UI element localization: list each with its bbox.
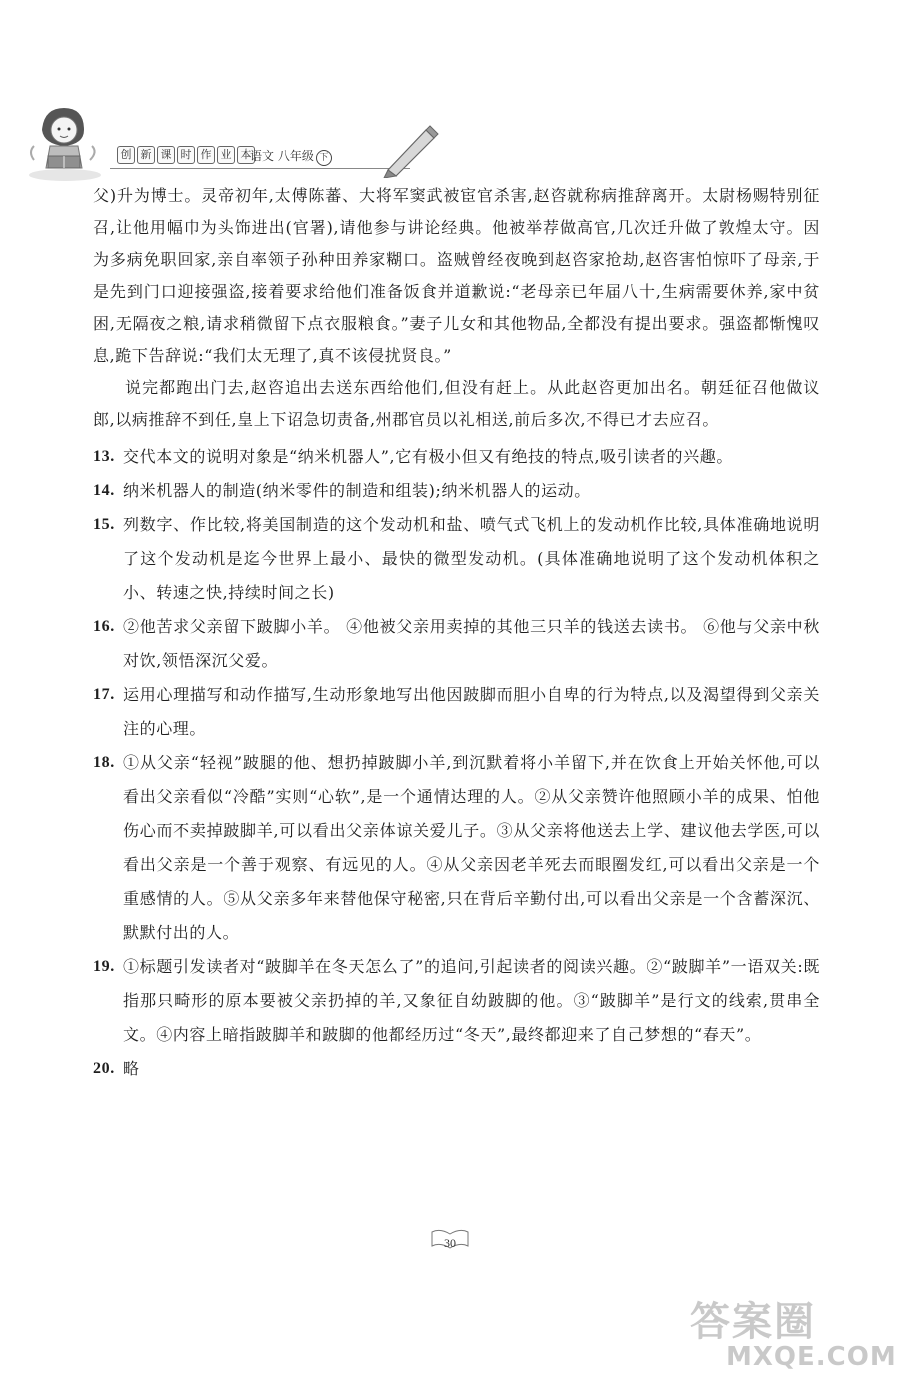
subject-label: 语文 八年级 [250,149,314,163]
answer-text: 交代本文的说明对象是“纳米机器人”,它有极小但又有绝技的特点,吸引读者的兴趣。 [123,447,733,466]
answer-item [93,474,820,508]
brand-char: 新 [137,146,155,164]
site-watermark [680,1290,897,1380]
answer-text: ①从父亲“轻视”跛腿的他、想扔掉跛脚小羊,到沉默着将小羊留下,并在饮食上开始关怀他,可以看出父亲看似“冷酷”实则“心软”,是一个通情达理的人。②从父亲赞许他照顾小羊的成果、怕他伤心而不卖掉跛脚羊,可以看出父亲体谅关爱儿子。③从父亲将他送去上学、建议他去学医,可以看出父亲是一个善于观察、有远见的人。④从父亲因老羊死去而眼圈发红,可以看出父亲是一个重感情的人。⑤从父亲多年来替他保守秘密,只在背后辛勤付出,可以看出父亲是一个含蓄深沉、默默付出的人。 [123,753,820,942]
answer-item [93,610,820,678]
watermark-url: MXQE.COM [726,1342,897,1372]
brand-char: 课 [157,146,175,164]
brand-char: 业 [217,146,235,164]
header-rule [110,168,410,169]
pencil-icon [380,118,440,178]
page-number-text: 30 [444,1236,456,1250]
answer-number: 20. [93,1060,115,1077]
term-badge: 下 [316,150,332,166]
passage-paragraph: 说完都跑出门去,赵咨追出去送东西给他们,但没有赶上。从此赵咨更加出名。朝廷征召他做议郎,以病推辞不到任,皇上下诏急切责备,州郡官员以礼相送,前后多次,不得已才去应召。 [93,378,820,429]
answer-item [93,746,820,950]
brand-char: 作 [197,146,215,164]
answer-number: 13. [93,448,115,465]
answer-item [93,950,820,1052]
answer-number: 19. [93,958,115,975]
answer-number: 18. [93,754,115,771]
answer-content [93,180,820,1086]
brand-char: 创 [117,146,135,164]
passage-paragraph: 父)升为博士。灵帝初年,太傅陈蕃、大将军窦武被宦官杀害,赵咨就称病推辞离开。太尉杨赐特别征召,让他用幅巾为头饰进出(官署),请他参与讲论经典。他被举荐做高官,几次迁升做了敦煌太守。因为多病免职回家,亲自率领子孙种田养家糊口。盗贼曾经夜晚到赵咨家抢劫,赵咨害怕惊吓了母亲,于是先到门口迎接强盗,接着要求给他们准备饭食并道歉说:“老母亲已年届八十,生病需要休养,家中贫困,无隔夜之粮,请求稍微留下点衣服粮食。”妻子儿女和其他物品,全都没有提出要求。强盗都惭愧叹息,跪下告辞说:“我们太无理了,真不该侵扰贤良。” [93,186,820,365]
answer-text: 列数字、作比较,将美国制造的这个发动机和盐、喷气式飞机上的发动机作比较,具体准确地说明了这个发动机是迄今世界上最小、最快的微型发动机。(具体准确地说明了这个发动机体积之小、转速之快,持续时间之长) [123,515,820,602]
answer-item [93,678,820,746]
book-series-title [117,146,255,164]
answer-item [93,508,820,610]
watermark-text: 答案圈 [690,1299,816,1345]
answer-number: 16. [93,618,115,635]
answer-number: 17. [93,686,115,703]
brand-char: 时 [177,146,195,164]
answer-item [93,1052,820,1086]
girl-reading-illustration [20,100,110,185]
page-header [20,100,440,190]
page-number [0,1232,900,1251]
brand-char: 本 [237,146,255,164]
answer-number: 14. [93,482,115,499]
answer-text: 纳米机器人的制造(纳米零件的制造和组装);纳米机器人的运动。 [123,481,591,500]
answer-text: 运用心理描写和动作描写,生动形象地写出他因跛脚而胆小自卑的行为特点,以及渴望得到父亲关注的心理。 [123,685,820,738]
answer-text: 略 [123,1059,140,1078]
answer-text: ②他苦求父亲留下跛脚小羊。 ④他被父亲用卖掉的其他三只羊的钱送去读书。 ⑥他与父亲中秋对饮,领悟深沉父爱。 [123,617,820,670]
answer-number: 15. [93,516,115,533]
answer-text: ①标题引发读者对“跛脚羊在冬天怎么了”的追问,引起读者的阅读兴趣。②“跛脚羊”一语双关:既指那只畸形的原本要被父亲扔掉的羊,又象征自幼跛脚的他。③“跛脚羊”是行文的线索,贯串全文。④内容上暗指跛脚羊和跛脚的他都经历过“冬天”,最终都迎来了自己梦想的“春天”。 [123,957,820,1044]
answer-item [93,440,820,474]
subject-grade [250,147,332,166]
